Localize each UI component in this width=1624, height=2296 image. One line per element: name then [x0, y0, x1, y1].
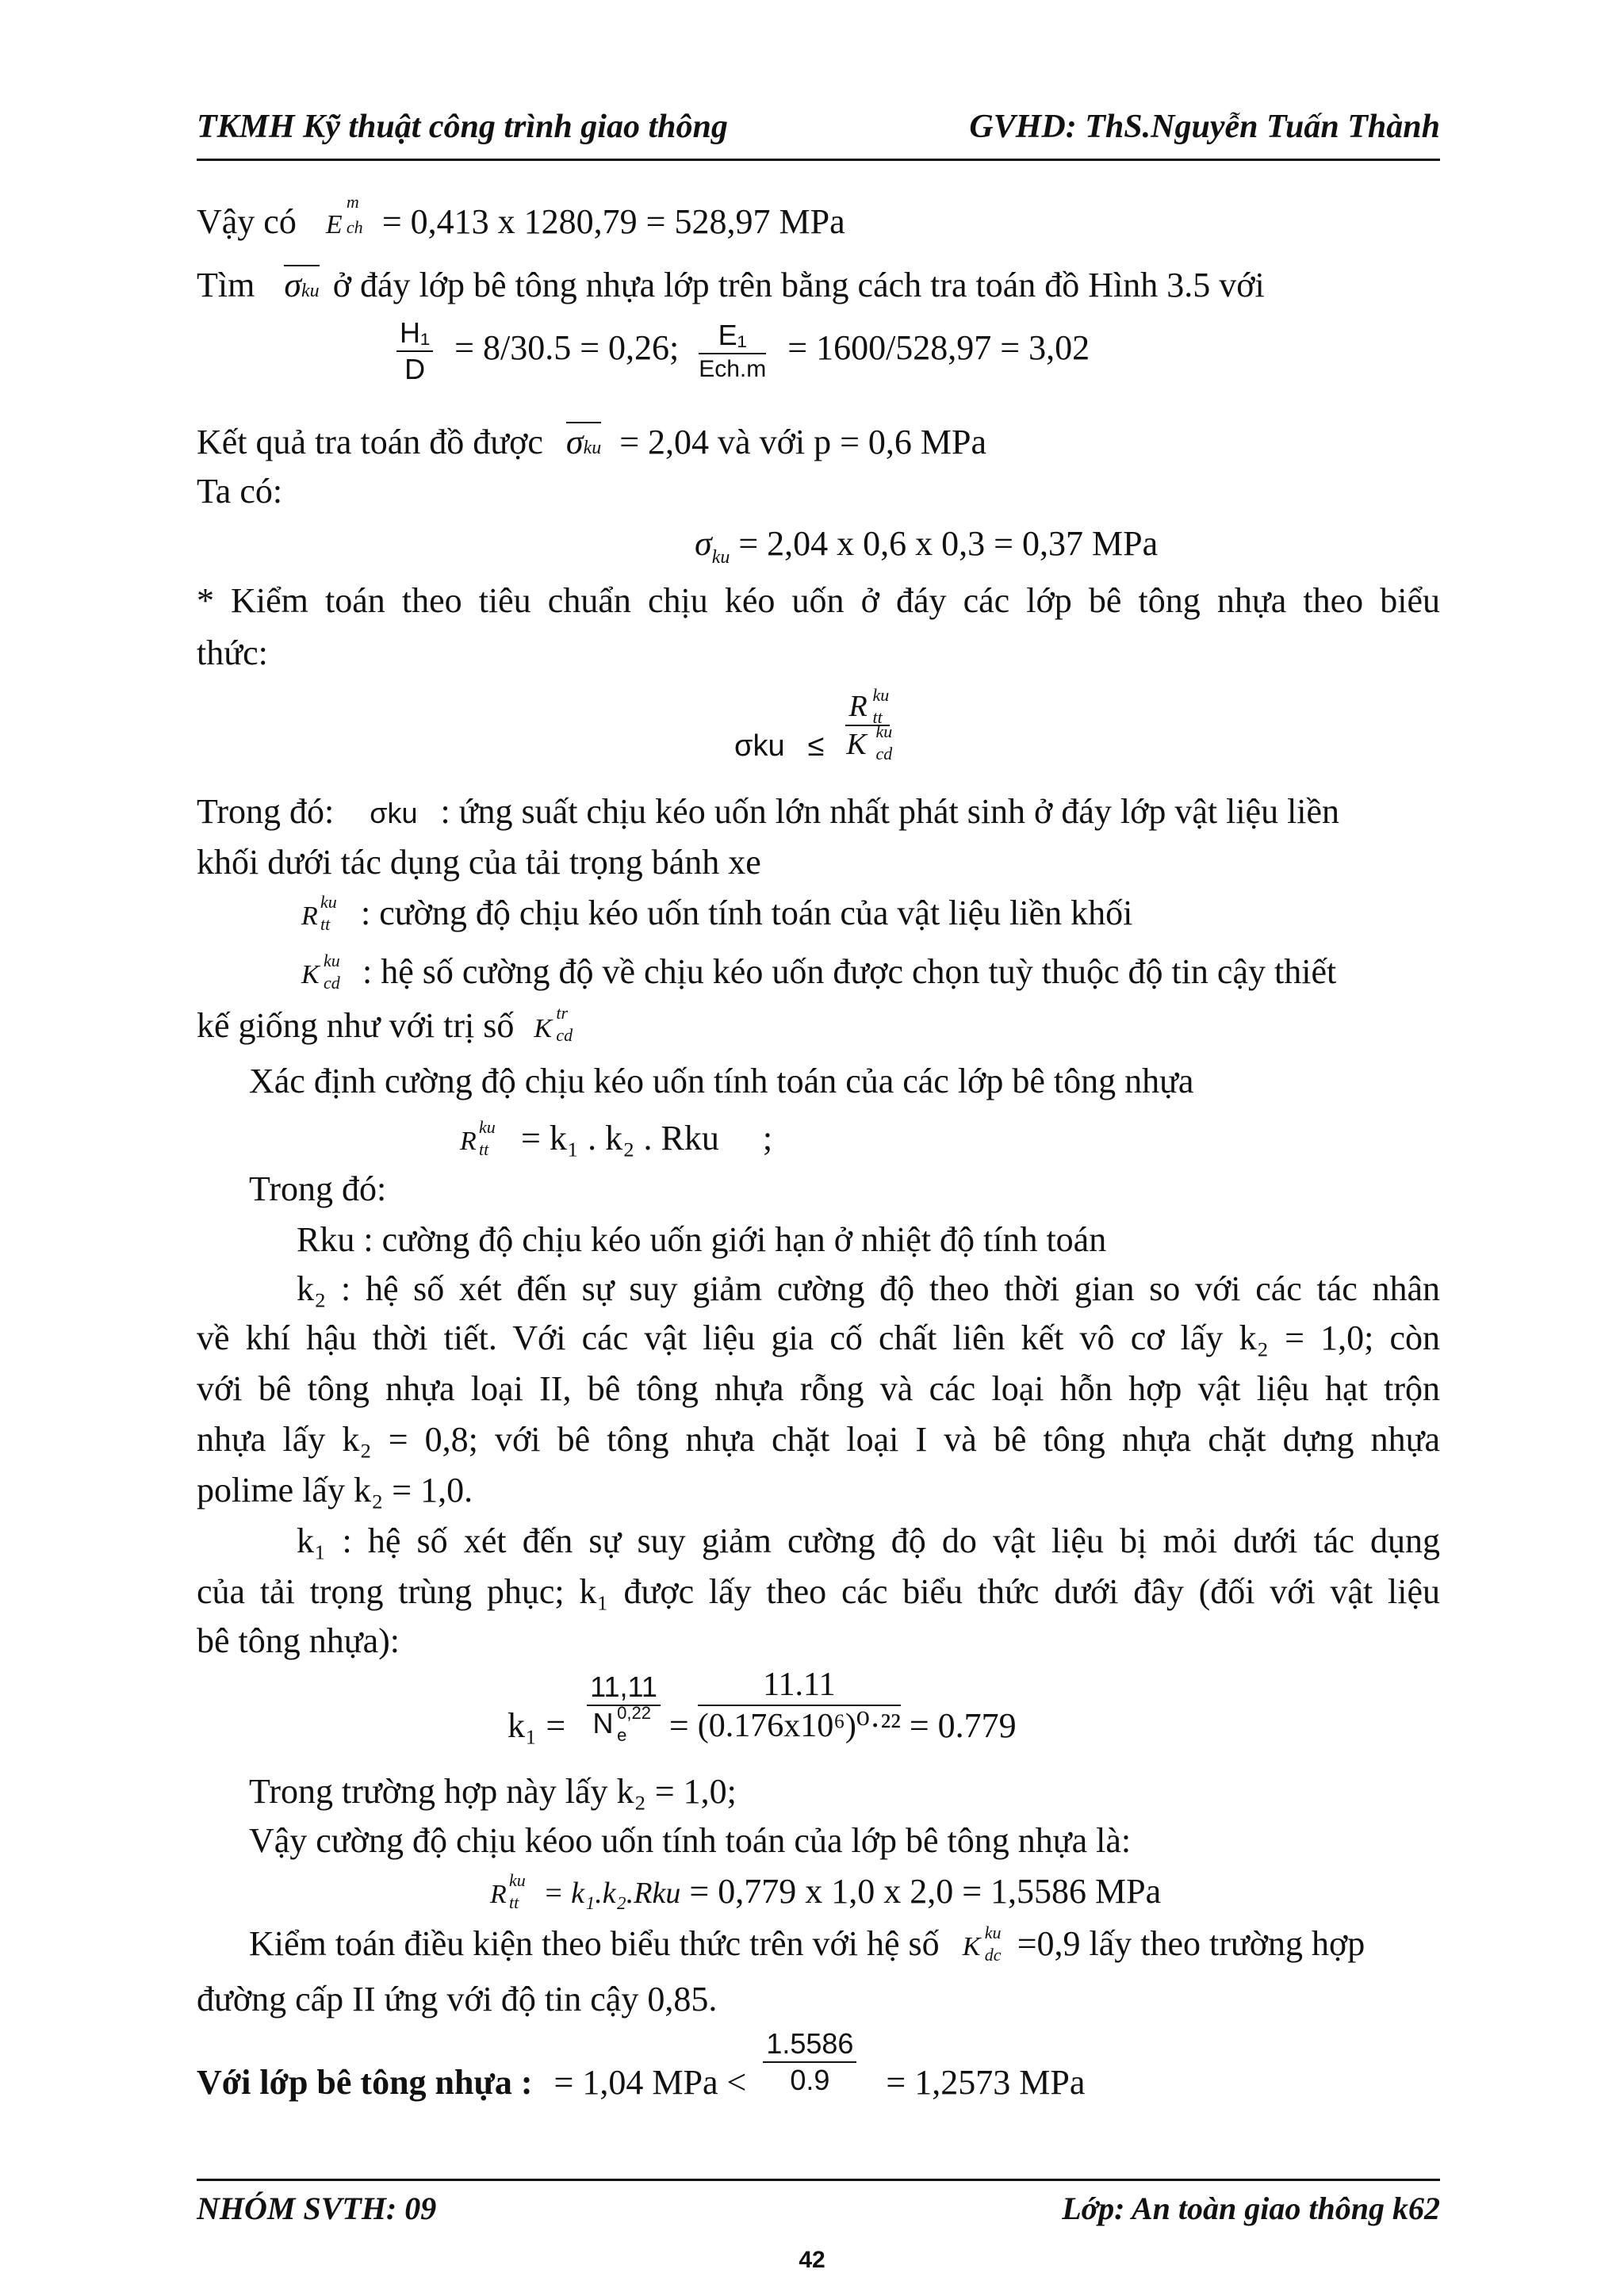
fraction-denominator: D: [404, 353, 426, 385]
text-r-tt-value: = 0,779 x 1,0 x 2,0 = 1,5586 MPa: [689, 1872, 1162, 1911]
line-k2-type-ii: [197, 1369, 1440, 1408]
text-ket-qua: Kết quả tra toán đồ được: [197, 423, 543, 461]
fraction-11-over-ne: [587, 1670, 661, 1745]
symbol-k-cd-ku: [301, 951, 349, 993]
symbol-r-tt-ku: [490, 1870, 534, 1912]
symbol-base: K: [962, 1932, 981, 1961]
text-duong-cap: đường cấp II ứng với độ tin cậy 0,85.: [197, 1980, 718, 2019]
symbol-sup: ku: [479, 1117, 496, 1137]
line-sigma-calc: [695, 524, 1159, 568]
symbol-leq: ≤: [807, 729, 825, 763]
fraction-h1-d: [396, 316, 433, 385]
symbol-sigma: σ: [695, 524, 712, 563]
line-kiem-toan-dk: [249, 1923, 1365, 1965]
line-duong-cap: [197, 1982, 717, 2017]
fraction-numerator: 11.11: [698, 1668, 901, 1706]
text-allowable-value: = 1,2573 MPa: [886, 2063, 1086, 2103]
symbol-sub: ku: [583, 438, 602, 458]
symbol-sub: e: [617, 1725, 627, 1745]
line-k2-desc: [297, 1269, 1440, 1308]
symbol-sup: ku: [872, 685, 890, 705]
text-sigma-bar-value: = 2,04 và với p = 0,6 MPa: [619, 423, 987, 461]
fraction-denominator: [587, 1703, 661, 1745]
line-xac-dinh: [249, 1064, 1193, 1099]
symbol-base: σ: [284, 266, 302, 304]
footer-rule: [197, 2179, 1440, 2181]
inequality: [734, 685, 893, 763]
text-equals: =: [668, 1706, 689, 1746]
text-ke-giong: kế giống như với trị số: [197, 1006, 515, 1045]
fraction-1-5586-over-0-9: [763, 2027, 856, 2096]
text-xac-dinh: Xác định cường độ chịu kéo uốn tính toán của các lớp bê tông nhựa: [249, 1062, 1194, 1100]
line-r-tt-formula: [460, 1117, 773, 1159]
text-e1-ech-value: = 1600/528,97 = 3,02: [787, 328, 1090, 368]
symbol-sup: tr: [556, 1003, 569, 1023]
line-ratios: [396, 316, 1090, 385]
symbol-base: R: [460, 1127, 477, 1156]
symbol-k-dc-ku: [962, 1923, 1009, 1965]
line-k2-type-i: [197, 1422, 1440, 1457]
text-tim: Tìm: [197, 266, 255, 304]
line-trong-do-2: [249, 1169, 387, 1208]
header-rule: [197, 159, 1440, 161]
symbol-sub: ku: [711, 547, 730, 568]
symbol-base: σ: [565, 423, 584, 461]
symbol-sub: ku: [301, 281, 320, 301]
text-khoi-duoi-tac-dung: khối dưới tác dụng của tải trọng bánh xe: [197, 843, 761, 882]
text-k1-load: của tải trọng trùng phục; k₁ được lấy theo các biểu thức dưới đây (đối với vật liệu: [197, 1572, 1440, 1611]
text-ta-co: Ta có:: [197, 472, 283, 511]
text-tra-toan-do: ở đáy lớp bê tông nhựa lớp trên bằng cách tra toán đồ Hình 3.5 với: [332, 266, 1265, 304]
text-kiem-toan-dk: Kiểm toán điều kiện theo biểu thức trên với hệ số: [249, 1924, 940, 1963]
fraction-numerator: 1.5586: [763, 2030, 856, 2063]
fraction-numerator: H₁: [396, 319, 433, 352]
header-instructor: GVHD: ThS.Nguyễn Tuấn Thành: [969, 109, 1440, 145]
fraction-denominator: 0.9: [790, 2064, 830, 2096]
symbol-base: K: [846, 728, 867, 761]
text-sigma-compare: = 1,04 MPa <: [553, 2063, 747, 2103]
footer-class: Lớp: An toàn giao thông k62: [1062, 2191, 1440, 2226]
line-k1-desc: [297, 1521, 1440, 1560]
line-rku-desc: [297, 1220, 1107, 1259]
line-e-ch-m: [197, 192, 845, 241]
symbol-sup: 0,22: [617, 1703, 651, 1723]
text-k2-desc: k₂ : hệ số xét đến sự suy giảm cường độ theo thời gian so với các tác nhân: [297, 1269, 1440, 1308]
text-bt-nhua: bê tông nhựa):: [197, 1621, 400, 1660]
symbol-e-ch-m: [325, 192, 367, 239]
text-r-tt-product: = k₁.k₂.Rku: [543, 1877, 681, 1910]
line-chart-result: [197, 422, 986, 460]
symbol-sigma-ku: σku: [734, 729, 785, 763]
symbol-base: R: [490, 1880, 507, 1909]
text-k2-type-ii: với bê tông nhựa loại II, bê tông nhựa rỗng và các loại hỗn hợp vật liệu hạt trộn: [197, 1369, 1440, 1408]
symbol-base: N: [592, 1707, 614, 1739]
symbol-sub: ch: [346, 217, 363, 237]
fraction-denominator: (0.176x10⁶)⁰·²²: [697, 1708, 901, 1744]
symbol-sub: dc: [984, 1945, 1002, 1965]
text-voi-lop-btn: Với lớp bê tông nhựa :: [197, 2063, 533, 2103]
text-trong-do: Trong đó:: [249, 1169, 387, 1208]
symbol-sup: ku: [509, 1870, 526, 1890]
line-bt-nhua: [197, 1621, 400, 1660]
fraction-denominator: [845, 721, 893, 763]
symbol-sub: cd: [875, 744, 893, 763]
text-r-tt-desc: : cường độ chịu kéo uốn tính toán của vật liệu liền khối: [361, 894, 1133, 932]
line-kiem-toan: [197, 581, 1440, 620]
text-k2-climate: về khí hậu thời tiết. Với các vật liệu gia cố chất liên kết vô cơ lấy k₂ = 1,0; còn: [197, 1318, 1440, 1357]
symbol-k-cd-tr: [534, 1003, 578, 1045]
symbol-sub: tt: [479, 1139, 489, 1159]
line-r-tt-desc: [301, 892, 1133, 934]
symbol-sup: ku: [875, 721, 893, 741]
fraction-11-over-ne-numeric: [698, 1668, 901, 1743]
symbol-sup: ku: [324, 951, 340, 970]
fraction-e1-ech: [699, 321, 766, 381]
line-ke-giong: [197, 1003, 578, 1045]
text-k2-type-i: nhựa lấy k₂ = 0,8; với bê tông nhựa chặt loại I và bê tông nhựa chặt dựng nhựa: [197, 1420, 1440, 1459]
text-trong-do: Trong đó:: [197, 792, 335, 831]
text-vay-co: Vậy có: [197, 202, 297, 241]
symbol-sup: ku: [320, 892, 337, 912]
line-k2-equals: [249, 1774, 737, 1809]
page-number: 42: [799, 2247, 825, 2273]
text-k-cd-desc: : hệ số cường độ về chịu kéo uốn được chọn tuỳ thuộc độ tin cậy thiết: [362, 952, 1337, 991]
symbol-sup: ku: [984, 1923, 1002, 1942]
text-ech-value: = 0,413 x 1280,79 = 528,97 MPa: [381, 202, 845, 241]
symbol-base: K: [534, 1014, 553, 1043]
text-vay-cuong-do: Vậy cường độ chịu kéoo uốn tính toán của lớp bê tông nhựa là:: [249, 1821, 1132, 1860]
line-ta-co: [197, 474, 282, 509]
header-course-title: TKMH Kỹ thuật công trình giao thông: [197, 109, 728, 145]
symbol-sub: tt: [872, 707, 883, 727]
line-voi-lop-btn: [197, 2027, 1086, 2103]
line-polime: [197, 1473, 473, 1508]
symbol-sub: cd: [324, 973, 340, 993]
text-rku-desc: Rku : cường độ chịu kéo uốn giới hạn ở nhiệt độ tính toán: [297, 1220, 1107, 1259]
text-kiem-toan: * Kiểm toán theo tiêu chuẩn chịu kéo uốn ở đáy các lớp bê tông nhựa theo biểu: [197, 581, 1440, 620]
symbol-sub: tt: [509, 1892, 519, 1912]
page-footer: [197, 2182, 1440, 2229]
text-thuc: thức:: [197, 633, 268, 672]
text-k1-result: = 0.779: [909, 1706, 1017, 1746]
text-h1-d-value: = 8/30.5 = 0,26;: [454, 328, 680, 368]
line-khoi: [197, 845, 761, 880]
line-k-cd-desc: [301, 951, 1337, 993]
symbol-base: R: [301, 901, 318, 931]
symbol-base: K: [301, 960, 320, 989]
page-header: [197, 108, 1440, 155]
line-vay-cuong-do: [249, 1823, 1131, 1858]
text-sigma-value: = 2,04 x 0,6 x 0,3 = 0,37 MPa: [738, 524, 1159, 563]
fraction-denominator: Ech.m: [699, 356, 767, 382]
text-polime: polime lấy k₂ = 1,0.: [197, 1471, 473, 1510]
symbol-r-tt-ku: [301, 892, 347, 934]
line-thuc: [197, 633, 268, 672]
text-sigma-desc: : ứng suất chịu kéo uốn lớn nhất phát sinh ở đáy lớp vật liệu liền: [440, 792, 1340, 831]
symbol-base: E: [325, 210, 343, 239]
line-find-sigma: [197, 265, 1265, 303]
text-r-tt-formula: = k₁ . k₂ . Rku ;: [521, 1119, 773, 1158]
text-k2-equals: Trong trường hợp này lấy k₂ = 1,0;: [249, 1772, 737, 1811]
symbol-sup: m: [346, 192, 359, 212]
symbol-sigma-bar: [284, 265, 319, 303]
fraction-numerator: E₁: [699, 321, 766, 354]
symbol-sigma-ku: σku: [370, 797, 418, 829]
fraction-numerator: 11,11: [587, 1673, 661, 1706]
symbol-sub: tt: [320, 914, 331, 934]
line-trong-do-sigma: [197, 794, 1339, 829]
text-k1-equals: k₁ =: [508, 1706, 566, 1746]
symbol-r-tt-ku: [460, 1117, 506, 1159]
text-k-dc-value: =0,9 lấy theo trường hợp: [1017, 1924, 1365, 1963]
line-k2-climate: [197, 1318, 1440, 1357]
footer-group: NHÓM SVTH: 09: [197, 2191, 437, 2226]
line-r-tt-value: [490, 1870, 1162, 1912]
k1-formula: [508, 1667, 1017, 1746]
symbol-sub: cd: [556, 1025, 573, 1045]
text-k1-desc: k₁ : hệ số xét đến sự suy giảm cường độ do vật liệu bị mỏi dưới tác dụng: [297, 1521, 1440, 1560]
fraction-r-over-k: [845, 685, 893, 763]
line-k1-load: [197, 1572, 1440, 1611]
symbol-sigma-bar: [566, 422, 601, 460]
symbol-base: R: [848, 690, 868, 723]
